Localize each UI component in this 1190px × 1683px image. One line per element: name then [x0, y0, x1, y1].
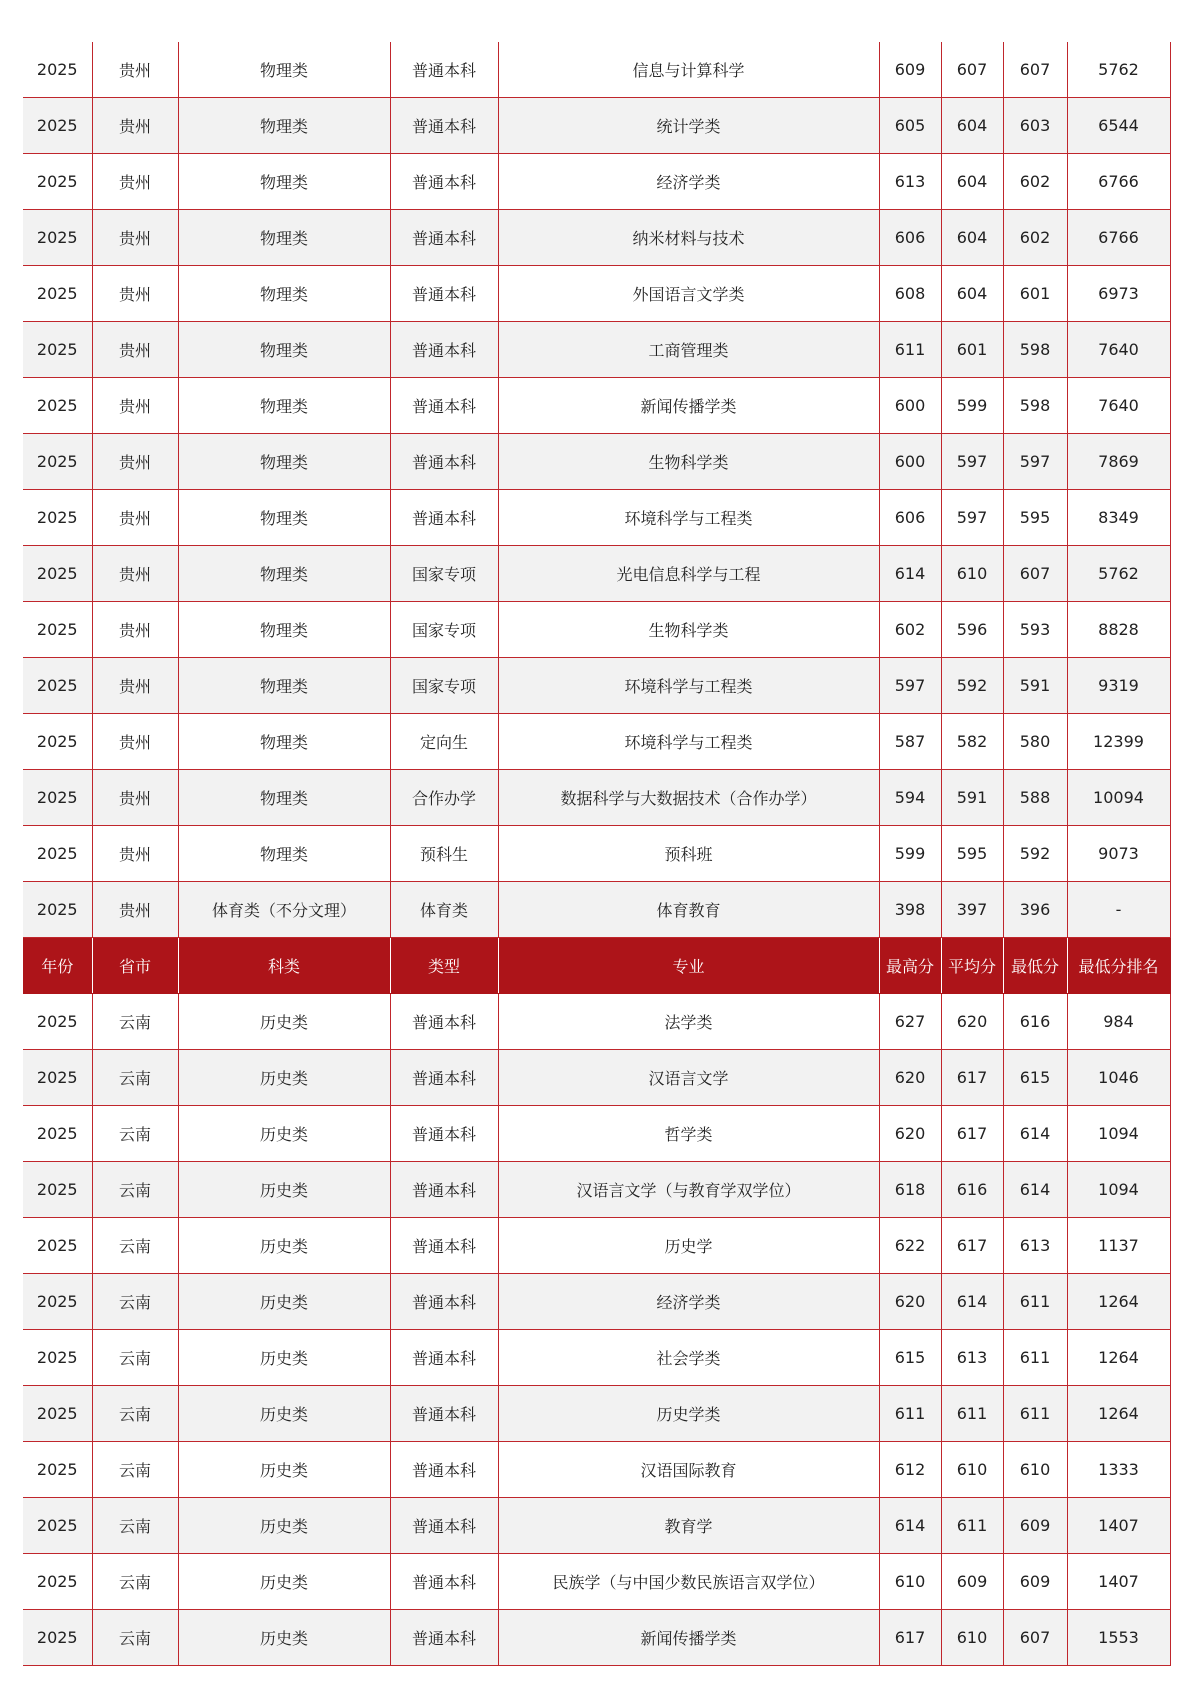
cell-max-score: 611 — [879, 322, 941, 378]
cell-subject-category: 物理类 — [178, 490, 390, 546]
cell-min-score: 614 — [1003, 1162, 1067, 1218]
cell-year: 2025 — [23, 1330, 92, 1386]
cell-subject-category: 历史类 — [178, 1050, 390, 1106]
cell-major: 新闻传播学类 — [498, 378, 879, 434]
cell-year: 2025 — [23, 98, 92, 154]
cell-max-score: 620 — [879, 1106, 941, 1162]
cell-min-score: 607 — [1003, 1610, 1067, 1666]
cell-min-score: 611 — [1003, 1386, 1067, 1442]
cell-major: 哲学类 — [498, 1106, 879, 1162]
cell-min-rank: 984 — [1067, 994, 1170, 1050]
cell-year: 2025 — [23, 322, 92, 378]
cell-max-score: 606 — [879, 490, 941, 546]
cell-min-score: 580 — [1003, 714, 1067, 770]
cell-province: 云南 — [92, 1106, 178, 1162]
cell-major: 光电信息科学与工程 — [498, 546, 879, 602]
cell-year: 2025 — [23, 1498, 92, 1554]
cell-year: 2025 — [23, 266, 92, 322]
table-row — [23, 1498, 1170, 1554]
cell-max-score: 398 — [879, 882, 941, 938]
cell-province: 贵州 — [92, 602, 178, 658]
cell-min-score: 614 — [1003, 1106, 1067, 1162]
cell-avg-score: 616 — [941, 1162, 1003, 1218]
cell-max-score: 602 — [879, 602, 941, 658]
cell-max-score: 594 — [879, 770, 941, 826]
cell-avg-score: 595 — [941, 826, 1003, 882]
cell-major: 纳米材料与技术 — [498, 210, 879, 266]
cell-min-rank: 1094 — [1067, 1162, 1170, 1218]
table-row — [23, 1162, 1170, 1218]
cell-admission-type: 普通本科 — [390, 490, 498, 546]
cell-avg-score: 617 — [941, 1050, 1003, 1106]
cell-max-score: 618 — [879, 1162, 941, 1218]
cell-avg-score: 610 — [941, 546, 1003, 602]
cell-min-rank: 5762 — [1067, 546, 1170, 602]
cell-year: 2025 — [23, 826, 92, 882]
header-province: 省市 — [92, 938, 178, 994]
cell-subject-category: 物理类 — [178, 154, 390, 210]
cell-min-score: 615 — [1003, 1050, 1067, 1106]
table-row — [23, 826, 1170, 882]
cell-year: 2025 — [23, 1218, 92, 1274]
cell-subject-category: 体育类（不分文理） — [178, 882, 390, 938]
cell-avg-score: 610 — [941, 1610, 1003, 1666]
header-year: 年份 — [23, 938, 92, 994]
cell-min-score: 602 — [1003, 154, 1067, 210]
cell-avg-score: 604 — [941, 98, 1003, 154]
cell-min-score: 601 — [1003, 266, 1067, 322]
cell-major: 汉语言文学 — [498, 1050, 879, 1106]
cell-admission-type: 国家专项 — [390, 602, 498, 658]
cell-min-rank: 8828 — [1067, 602, 1170, 658]
cell-province: 云南 — [92, 1442, 178, 1498]
cell-major: 统计学类 — [498, 98, 879, 154]
cell-admission-type: 普通本科 — [390, 154, 498, 210]
cell-admission-type: 普通本科 — [390, 42, 498, 98]
cell-major: 历史学 — [498, 1218, 879, 1274]
scores-table — [23, 42, 1171, 1666]
cell-admission-type: 定向生 — [390, 714, 498, 770]
cell-subject-category: 历史类 — [178, 1554, 390, 1610]
cell-admission-type: 普通本科 — [390, 1330, 498, 1386]
cell-min-rank: 6766 — [1067, 210, 1170, 266]
cell-province: 云南 — [92, 1330, 178, 1386]
cell-admission-type: 合作办学 — [390, 770, 498, 826]
cell-province: 云南 — [92, 1050, 178, 1106]
cell-max-score: 609 — [879, 42, 941, 98]
cell-min-score: 396 — [1003, 882, 1067, 938]
header-min-rank: 最低分排名 — [1067, 938, 1170, 994]
cell-admission-type: 普通本科 — [390, 266, 498, 322]
cell-subject-category: 历史类 — [178, 994, 390, 1050]
table-row — [23, 322, 1170, 378]
cell-province: 云南 — [92, 1610, 178, 1666]
cell-admission-type: 普通本科 — [390, 434, 498, 490]
cell-max-score: 587 — [879, 714, 941, 770]
cell-province: 云南 — [92, 1274, 178, 1330]
cell-admission-type: 普通本科 — [390, 1554, 498, 1610]
cell-min-rank: 1094 — [1067, 1106, 1170, 1162]
cell-year: 2025 — [23, 770, 92, 826]
cell-subject-category: 历史类 — [178, 1498, 390, 1554]
cell-major: 数据科学与大数据技术（合作办学） — [498, 770, 879, 826]
cell-admission-type: 普通本科 — [390, 994, 498, 1050]
cell-year: 2025 — [23, 490, 92, 546]
cell-admission-type: 普通本科 — [390, 1162, 498, 1218]
cell-year: 2025 — [23, 154, 92, 210]
table-row — [23, 378, 1170, 434]
cell-subject-category: 物理类 — [178, 602, 390, 658]
cell-subject-category: 历史类 — [178, 1330, 390, 1386]
cell-major: 信息与计算科学 — [498, 42, 879, 98]
table-row — [23, 1218, 1170, 1274]
cell-subject-category: 物理类 — [178, 770, 390, 826]
cell-major: 汉语国际教育 — [498, 1442, 879, 1498]
table-row — [23, 546, 1170, 602]
cell-major: 经济学类 — [498, 154, 879, 210]
cell-year: 2025 — [23, 1442, 92, 1498]
cell-min-score: 595 — [1003, 490, 1067, 546]
cell-min-score: 597 — [1003, 434, 1067, 490]
header-subject-category: 科类 — [178, 938, 390, 994]
cell-min-score: 598 — [1003, 322, 1067, 378]
cell-province: 贵州 — [92, 770, 178, 826]
table-row — [23, 1330, 1170, 1386]
cell-subject-category: 历史类 — [178, 1274, 390, 1330]
cell-avg-score: 582 — [941, 714, 1003, 770]
table-row — [23, 434, 1170, 490]
cell-admission-type: 国家专项 — [390, 658, 498, 714]
cell-year: 2025 — [23, 1274, 92, 1330]
header-max-score: 最高分 — [879, 938, 941, 994]
cell-max-score: 597 — [879, 658, 941, 714]
cell-max-score: 608 — [879, 266, 941, 322]
cell-min-rank: 1264 — [1067, 1386, 1170, 1442]
cell-min-score: 613 — [1003, 1218, 1067, 1274]
cell-year: 2025 — [23, 378, 92, 434]
cell-major: 社会学类 — [498, 1330, 879, 1386]
cell-min-score: 591 — [1003, 658, 1067, 714]
cell-avg-score: 609 — [941, 1554, 1003, 1610]
cell-province: 贵州 — [92, 210, 178, 266]
cell-province: 贵州 — [92, 42, 178, 98]
cell-year: 2025 — [23, 994, 92, 1050]
cell-admission-type: 普通本科 — [390, 1498, 498, 1554]
cell-avg-score: 607 — [941, 42, 1003, 98]
cell-major: 预科班 — [498, 826, 879, 882]
cell-max-score: 600 — [879, 434, 941, 490]
cell-subject-category: 物理类 — [178, 658, 390, 714]
cell-subject-category: 物理类 — [178, 378, 390, 434]
cell-admission-type: 普通本科 — [390, 1386, 498, 1442]
cell-admission-type: 普通本科 — [390, 1050, 498, 1106]
table-row — [23, 490, 1170, 546]
cell-max-score: 620 — [879, 1274, 941, 1330]
cell-max-score: 627 — [879, 994, 941, 1050]
cell-min-rank: 5762 — [1067, 42, 1170, 98]
table-row — [23, 266, 1170, 322]
cell-province: 云南 — [92, 994, 178, 1050]
cell-min-rank: 7869 — [1067, 434, 1170, 490]
cell-year: 2025 — [23, 714, 92, 770]
cell-province: 云南 — [92, 1554, 178, 1610]
cell-avg-score: 397 — [941, 882, 1003, 938]
cell-subject-category: 物理类 — [178, 546, 390, 602]
cell-min-rank: 1046 — [1067, 1050, 1170, 1106]
admission-scores-sheet — [23, 42, 1170, 1666]
cell-admission-type: 普通本科 — [390, 210, 498, 266]
cell-min-score: 603 — [1003, 98, 1067, 154]
cell-major: 生物科学类 — [498, 434, 879, 490]
cell-admission-type: 普通本科 — [390, 98, 498, 154]
cell-min-score: 609 — [1003, 1498, 1067, 1554]
cell-year: 2025 — [23, 42, 92, 98]
cell-avg-score: 592 — [941, 658, 1003, 714]
cell-avg-score: 620 — [941, 994, 1003, 1050]
cell-min-score: 593 — [1003, 602, 1067, 658]
cell-max-score: 613 — [879, 154, 941, 210]
cell-avg-score: 604 — [941, 154, 1003, 210]
cell-year: 2025 — [23, 1050, 92, 1106]
cell-min-rank: 8349 — [1067, 490, 1170, 546]
cell-subject-category: 历史类 — [178, 1610, 390, 1666]
cell-subject-category: 物理类 — [178, 826, 390, 882]
cell-year: 2025 — [23, 434, 92, 490]
cell-admission-type: 普通本科 — [390, 1442, 498, 1498]
cell-avg-score: 617 — [941, 1106, 1003, 1162]
cell-year: 2025 — [23, 1554, 92, 1610]
cell-subject-category: 物理类 — [178, 98, 390, 154]
cell-min-score: 616 — [1003, 994, 1067, 1050]
cell-major: 教育学 — [498, 1498, 879, 1554]
cell-min-rank: 6766 — [1067, 154, 1170, 210]
cell-min-score: 602 — [1003, 210, 1067, 266]
cell-min-rank: 7640 — [1067, 378, 1170, 434]
cell-min-rank: - — [1067, 882, 1170, 938]
cell-avg-score: 597 — [941, 434, 1003, 490]
cell-province: 贵州 — [92, 546, 178, 602]
cell-min-rank: 12399 — [1067, 714, 1170, 770]
cell-min-rank: 1407 — [1067, 1498, 1170, 1554]
cell-min-score: 607 — [1003, 42, 1067, 98]
cell-subject-category: 历史类 — [178, 1442, 390, 1498]
cell-min-rank: 10094 — [1067, 770, 1170, 826]
cell-avg-score: 604 — [941, 210, 1003, 266]
cell-min-score: 611 — [1003, 1330, 1067, 1386]
cell-avg-score: 611 — [941, 1498, 1003, 1554]
cell-min-rank: 7640 — [1067, 322, 1170, 378]
cell-min-score: 592 — [1003, 826, 1067, 882]
cell-major: 外国语言文学类 — [498, 266, 879, 322]
cell-major: 法学类 — [498, 994, 879, 1050]
cell-min-score: 588 — [1003, 770, 1067, 826]
cell-min-rank: 1407 — [1067, 1554, 1170, 1610]
cell-major: 新闻传播学类 — [498, 1610, 879, 1666]
cell-avg-score: 614 — [941, 1274, 1003, 1330]
cell-province: 贵州 — [92, 434, 178, 490]
table-body-yunnan — [23, 994, 1170, 1666]
table-row — [23, 658, 1170, 714]
cell-province: 云南 — [92, 1498, 178, 1554]
cell-year: 2025 — [23, 882, 92, 938]
cell-max-score: 620 — [879, 1050, 941, 1106]
cell-min-rank: 1553 — [1067, 1610, 1170, 1666]
cell-admission-type: 国家专项 — [390, 546, 498, 602]
cell-max-score: 610 — [879, 1554, 941, 1610]
cell-major: 经济学类 — [498, 1274, 879, 1330]
cell-min-score: 607 — [1003, 546, 1067, 602]
cell-year: 2025 — [23, 546, 92, 602]
cell-major: 历史学类 — [498, 1386, 879, 1442]
cell-avg-score: 613 — [941, 1330, 1003, 1386]
cell-min-rank: 6544 — [1067, 98, 1170, 154]
cell-min-rank: 1264 — [1067, 1274, 1170, 1330]
table-row — [23, 1106, 1170, 1162]
cell-min-rank: 1264 — [1067, 1330, 1170, 1386]
cell-min-rank: 1137 — [1067, 1218, 1170, 1274]
cell-year: 2025 — [23, 210, 92, 266]
cell-max-score: 622 — [879, 1218, 941, 1274]
cell-max-score: 606 — [879, 210, 941, 266]
cell-max-score: 617 — [879, 1610, 941, 1666]
cell-province: 贵州 — [92, 378, 178, 434]
cell-min-score: 609 — [1003, 1554, 1067, 1610]
cell-year: 2025 — [23, 1162, 92, 1218]
cell-province: 贵州 — [92, 490, 178, 546]
cell-min-rank: 9319 — [1067, 658, 1170, 714]
table-row — [23, 98, 1170, 154]
cell-max-score: 614 — [879, 1498, 941, 1554]
cell-subject-category: 物理类 — [178, 210, 390, 266]
cell-major: 环境科学与工程类 — [498, 490, 879, 546]
cell-admission-type: 预科生 — [390, 826, 498, 882]
cell-major: 工商管理类 — [498, 322, 879, 378]
cell-year: 2025 — [23, 1106, 92, 1162]
table-row — [23, 994, 1170, 1050]
header-row — [23, 938, 1170, 994]
table-row — [23, 154, 1170, 210]
table-row — [23, 882, 1170, 938]
table-row — [23, 1554, 1170, 1610]
cell-min-rank: 1333 — [1067, 1442, 1170, 1498]
cell-province: 贵州 — [92, 322, 178, 378]
cell-province: 贵州 — [92, 266, 178, 322]
cell-admission-type: 普通本科 — [390, 1106, 498, 1162]
cell-year: 2025 — [23, 1386, 92, 1442]
header-major: 专业 — [498, 938, 879, 994]
cell-province: 贵州 — [92, 826, 178, 882]
cell-subject-category: 物理类 — [178, 714, 390, 770]
cell-major: 环境科学与工程类 — [498, 658, 879, 714]
cell-avg-score: 597 — [941, 490, 1003, 546]
table-row — [23, 1386, 1170, 1442]
cell-avg-score: 596 — [941, 602, 1003, 658]
table-row — [23, 1050, 1170, 1106]
cell-province: 贵州 — [92, 658, 178, 714]
cell-max-score: 599 — [879, 826, 941, 882]
table-header — [23, 938, 1170, 994]
cell-province: 云南 — [92, 1162, 178, 1218]
cell-year: 2025 — [23, 602, 92, 658]
cell-subject-category: 物理类 — [178, 266, 390, 322]
cell-min-score: 611 — [1003, 1274, 1067, 1330]
header-avg-score: 平均分 — [941, 938, 1003, 994]
cell-major: 体育教育 — [498, 882, 879, 938]
cell-major: 民族学（与中国少数民族语言双学位） — [498, 1554, 879, 1610]
cell-subject-category: 历史类 — [178, 1386, 390, 1442]
cell-max-score: 611 — [879, 1386, 941, 1442]
cell-avg-score: 599 — [941, 378, 1003, 434]
cell-subject-category: 历史类 — [178, 1218, 390, 1274]
cell-admission-type: 普通本科 — [390, 378, 498, 434]
cell-min-score: 610 — [1003, 1442, 1067, 1498]
cell-max-score: 614 — [879, 546, 941, 602]
cell-max-score: 600 — [879, 378, 941, 434]
cell-min-rank: 6973 — [1067, 266, 1170, 322]
cell-subject-category: 历史类 — [178, 1106, 390, 1162]
cell-major: 环境科学与工程类 — [498, 714, 879, 770]
table-row — [23, 714, 1170, 770]
table-row — [23, 1442, 1170, 1498]
cell-subject-category: 历史类 — [178, 1162, 390, 1218]
cell-province: 贵州 — [92, 98, 178, 154]
cell-province: 贵州 — [92, 882, 178, 938]
cell-avg-score: 601 — [941, 322, 1003, 378]
cell-province: 贵州 — [92, 714, 178, 770]
table-row — [23, 210, 1170, 266]
cell-avg-score: 610 — [941, 1442, 1003, 1498]
cell-min-score: 598 — [1003, 378, 1067, 434]
cell-admission-type: 普通本科 — [390, 322, 498, 378]
table-row — [23, 602, 1170, 658]
cell-province: 贵州 — [92, 154, 178, 210]
cell-avg-score: 604 — [941, 266, 1003, 322]
cell-province: 云南 — [92, 1386, 178, 1442]
table-body-guizhou — [23, 42, 1170, 938]
header-admission-type: 类型 — [390, 938, 498, 994]
cell-major: 生物科学类 — [498, 602, 879, 658]
cell-subject-category: 物理类 — [178, 322, 390, 378]
table-row — [23, 42, 1170, 98]
table-row — [23, 1274, 1170, 1330]
cell-admission-type: 体育类 — [390, 882, 498, 938]
cell-major: 汉语言文学（与教育学双学位） — [498, 1162, 879, 1218]
header-min-score: 最低分 — [1003, 938, 1067, 994]
cell-subject-category: 物理类 — [178, 42, 390, 98]
cell-max-score: 605 — [879, 98, 941, 154]
cell-year: 2025 — [23, 1610, 92, 1666]
cell-admission-type: 普通本科 — [390, 1610, 498, 1666]
cell-avg-score: 611 — [941, 1386, 1003, 1442]
cell-admission-type: 普通本科 — [390, 1274, 498, 1330]
cell-admission-type: 普通本科 — [390, 1218, 498, 1274]
table-row — [23, 770, 1170, 826]
cell-province: 云南 — [92, 1218, 178, 1274]
cell-year: 2025 — [23, 658, 92, 714]
cell-avg-score: 591 — [941, 770, 1003, 826]
table-row — [23, 1610, 1170, 1666]
cell-avg-score: 617 — [941, 1218, 1003, 1274]
cell-max-score: 615 — [879, 1330, 941, 1386]
cell-subject-category: 物理类 — [178, 434, 390, 490]
cell-max-score: 612 — [879, 1442, 941, 1498]
cell-min-rank: 9073 — [1067, 826, 1170, 882]
